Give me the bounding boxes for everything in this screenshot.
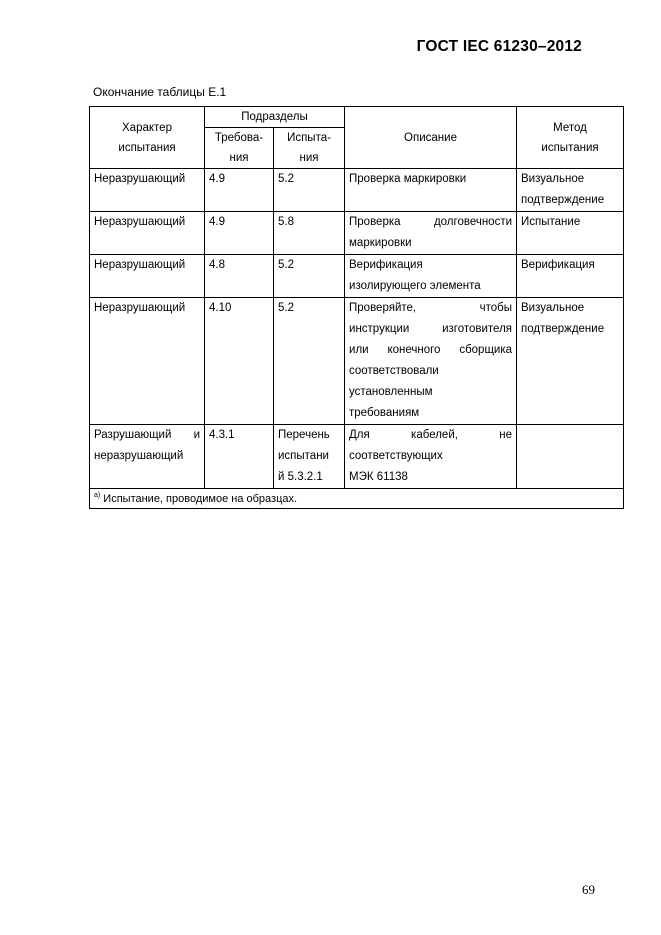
table-caption: Окончание таблицы Е.1: [93, 85, 227, 99]
header-description: Описание: [345, 107, 517, 169]
cell-description: Проверка маркировки: [345, 169, 517, 212]
test-table: [89, 106, 624, 509]
cell-requirements: 4.8: [205, 255, 274, 298]
cell-tests: 5.2: [274, 169, 345, 212]
footnote-text: Испытание, проводимое на образцах.: [103, 493, 298, 505]
cell-method: Испытание: [517, 212, 624, 255]
cell-character: Неразрушающий: [90, 255, 205, 298]
cell-character: Неразрушающий: [90, 169, 205, 212]
cell-description: Верификация изолирующего элемента: [345, 255, 517, 298]
cell-requirements: 4.9: [205, 212, 274, 255]
table-footnote: [90, 489, 624, 509]
cell-requirements: 4.10: [205, 298, 274, 425]
cell-description: Проверяйте, чтобы инструкции изготовителя или конечного сборщика соответствовали установленным требованиям: [345, 298, 517, 425]
cell-tests: Перечень испытани й 5.3.2.1: [274, 425, 345, 489]
cell-character: Неразрушающий: [90, 298, 205, 425]
table-row: [90, 169, 624, 212]
cell-requirements: 4.3.1: [205, 425, 274, 489]
cell-method: [517, 425, 624, 489]
table-row: [90, 255, 624, 298]
cell-description: Проверка долговечности маркировки: [345, 212, 517, 255]
header-tests: Испыта- ния: [274, 128, 345, 169]
footnote-mark: а): [94, 492, 101, 499]
cell-tests: 5.2: [274, 298, 345, 425]
cell-method: Визуальное подтверждение: [517, 298, 624, 425]
table-row: [90, 212, 624, 255]
header-subsections: Подразделы: [205, 107, 345, 128]
cell-tests: 5.2: [274, 255, 345, 298]
cell-method: Визуальное подтверждение: [517, 169, 624, 212]
table-header-row: [90, 107, 624, 128]
cell-tests: 5.8: [274, 212, 345, 255]
cell-requirements: 4.9: [205, 169, 274, 212]
header-test-character: Характер испытания: [90, 107, 205, 169]
page-number: 69: [582, 882, 595, 897]
table-row: [90, 425, 624, 489]
table-row: [90, 298, 624, 425]
table-footnote-row: [90, 489, 624, 509]
header-test-method: Метод испытания: [517, 107, 624, 169]
cell-method: Верификация: [517, 255, 624, 298]
cell-character: Неразрушающий: [90, 212, 205, 255]
header-requirements: Требова- ния: [205, 128, 274, 169]
document-standard-code: ГОСТ IEC 61230–2012: [416, 38, 582, 55]
cell-description: Для кабелей, не соответствующих МЭК 61138: [345, 425, 517, 489]
cell-character: Разрушающий и неразрушающий: [90, 425, 205, 489]
